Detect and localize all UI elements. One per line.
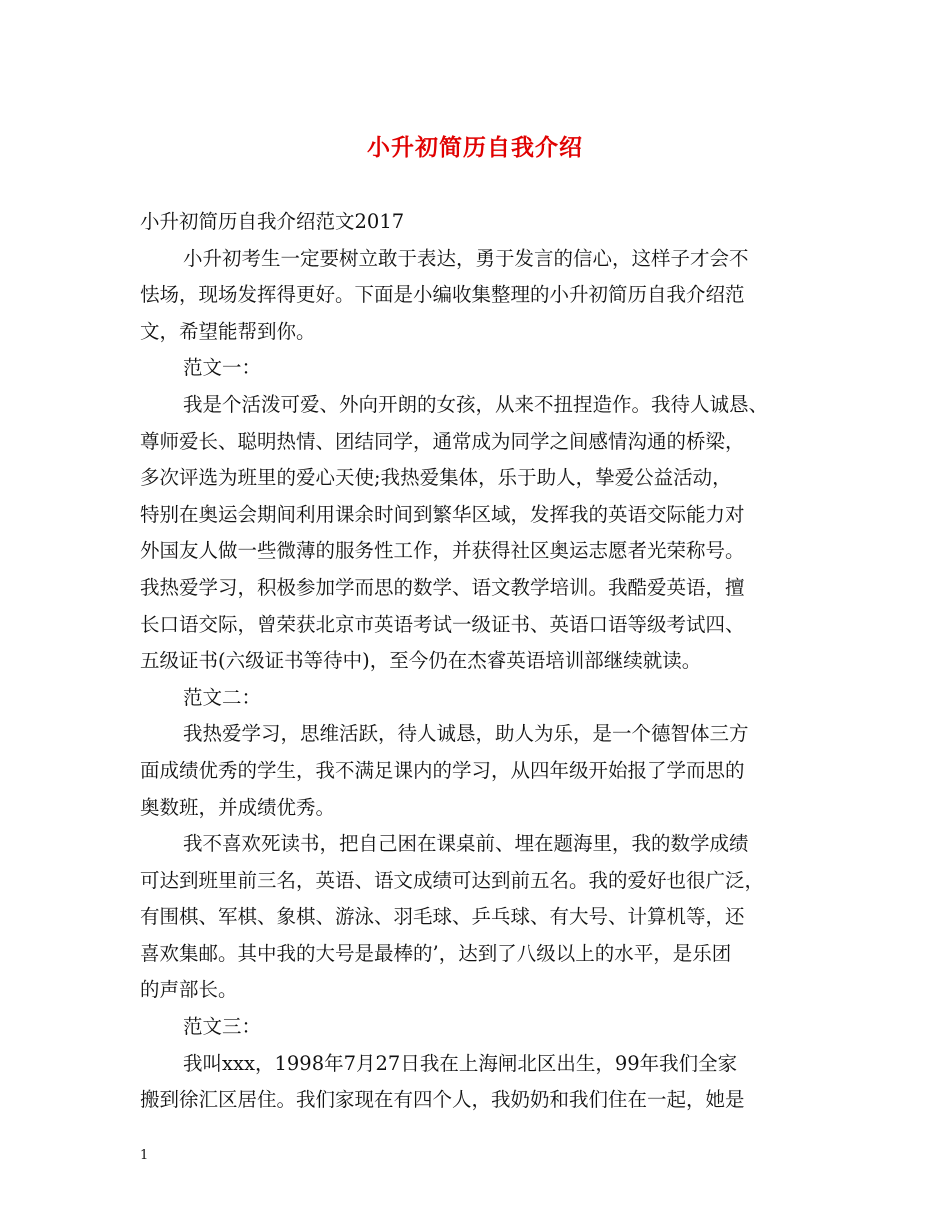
body-line: 可达到班里前三名，英语、语文成绩可达到前五名。我的爱好也很广泛， — [140, 868, 765, 892]
body-line: 怯场，现场发挥得更好。下面是小编收集整理的小升初简历自我介绍范 — [140, 283, 745, 307]
body-line: 文，希望能帮到你。 — [140, 319, 316, 343]
body-line: 面成绩优秀的学生，我不满足课内的学习，从四年级开始报了学而思的 — [140, 758, 745, 782]
body-line: 多次评选为班里的爱心天使;我热爱集体，乐于助人，挚爱公益活动， — [140, 466, 732, 490]
body-line: 奥数班，并成绩优秀。 — [140, 795, 336, 819]
body-line: 特别在奥运会期间利用课余时间到繁华区域，发挥我的英语交际能力对 — [140, 502, 745, 526]
body-line: 外国友人做一些微薄的服务性工作，并获得社区奥运志愿者光荣称号。 — [140, 539, 745, 563]
document-body — [140, 204, 830, 1119]
body-line: 范文二： — [183, 685, 262, 709]
body-line: 我不喜欢死读书，把自己困在课桌前、埋在题海里，我的数学成绩 — [183, 832, 749, 856]
body-line: 喜欢集邮。其中我的大号是最棒的’，达到了八级以上的水平，是乐团 — [140, 941, 732, 965]
body-line: 五级证书(六级证书等待中)，至今仍在杰睿英语培训部继续就读。 — [140, 649, 702, 673]
body-line: 我叫xxx，1998年7月27日我在上海闸北区出生，99年我们全家 — [183, 1051, 738, 1075]
body-line: 搬到徐汇区居住。我们家现在有四个人，我奶奶和我们住在一起，她是 — [140, 1088, 745, 1112]
body-line: 尊师爱长、聪明热情、团结同学，通常成为同学之间感情沟通的桥梁， — [140, 429, 745, 453]
page-number: 1 — [140, 1148, 149, 1163]
body-line: 小升初简历自我介绍范文2017 — [140, 210, 405, 233]
body-line: 小升初考生一定要树立敢于表达，勇于发言的信心，这样子才会不 — [183, 246, 749, 270]
body-line: 范文三： — [183, 1015, 262, 1039]
body-line: 我热爱学习，积极参加学而思的数学、语文教学培训。我酷爱英语，擅 — [140, 575, 745, 599]
body-line: 长口语交际，曾荣获北京市英语考试一级证书、英语口语等级考试四、 — [140, 612, 745, 636]
body-line: 的声部长。 — [140, 978, 238, 1002]
body-line: 我是个活泼可爱、外向开朗的女孩，从来不扭捏造作。我待人诚恳、 — [183, 392, 769, 416]
body-line: 有围棋、军棋、象棋、游泳、羽毛球、乒乓球、有大号、计算机等，还 — [140, 905, 745, 929]
document-title: 小升初简历自我介绍 — [367, 134, 583, 161]
body-line: 范文一： — [183, 356, 262, 380]
body-line: 我热爱学习，思维活跃，待人诚恳，助人为乐，是一个德智体三方 — [183, 722, 749, 746]
